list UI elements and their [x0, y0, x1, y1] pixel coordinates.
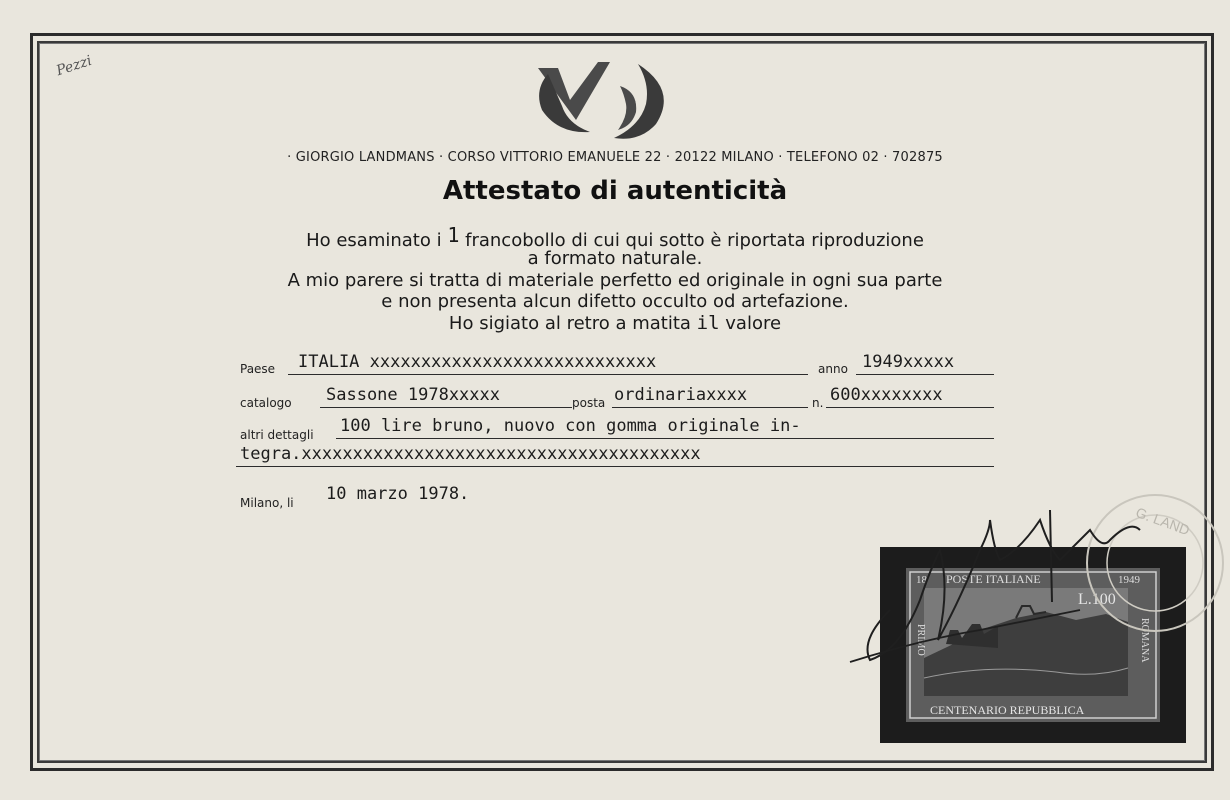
catalogo-underline — [320, 407, 572, 408]
stamp-top-text: POSTE ITALIANE — [946, 572, 1041, 586]
stamp-right-text: ROMANA — [1139, 618, 1150, 663]
paese-label: Paese — [240, 362, 276, 376]
n-underline — [826, 407, 994, 408]
stamp-value: L.100 — [1078, 591, 1116, 608]
paese-underline — [288, 374, 808, 375]
statement-text: valore — [725, 313, 782, 334]
stamp-bottom-text: CENTENARIO REPUBBLICA — [930, 703, 1085, 717]
posta-underline — [612, 407, 808, 408]
posta-label: posta — [572, 396, 606, 410]
letterhead: · GIORGIO LANDMANS · CORSO VITTORIO EMANUELE 22 · 20122 MILANO · TELEFONO 02 · 702875 — [287, 150, 943, 165]
stamp-count: 1 — [447, 223, 460, 247]
pencil-note: Pezzi — [54, 52, 94, 80]
dettagli-underline-2 — [236, 466, 994, 467]
posta-value: ordinariaxxxx — [614, 385, 748, 405]
anno-underline — [856, 374, 994, 375]
statement-line-4: e non presenta alcun difetto occulto od artefazione. — [381, 291, 849, 312]
n-value: 600xxxxxxxx — [830, 385, 943, 405]
luogo-label: Milano, li — [240, 496, 294, 510]
statement-text: Ho sigiato al retro a matita — [448, 313, 691, 334]
dettagli-label: altri dettagli — [240, 428, 314, 442]
page-title: Attestato di autenticità — [442, 176, 788, 206]
seal-text: G. LAND — [1133, 504, 1192, 539]
signature — [840, 490, 1180, 690]
catalogo-label: catalogo — [240, 396, 292, 410]
anno-label: anno — [818, 362, 848, 376]
stamp-top-right: 1949 — [1118, 574, 1140, 586]
stamp-left-text: PRIMO — [915, 624, 926, 656]
stamp-top-left: 18 — [916, 574, 927, 586]
statement-line-5 — [0, 313, 1230, 334]
dettagli-value-1: 100 lire bruno, nuovo con gomma originale in- — [340, 416, 801, 436]
paese-value: ITALIA xxxxxxxxxxxxxxxxxxxxxxxxxxxx — [298, 352, 657, 372]
statement-text: Ho esaminato i — [306, 230, 442, 251]
dettagli-value-2: tegra.xxxxxxxxxxxxxxxxxxxxxxxxxxxxxxxxxxxxxxx — [240, 444, 701, 464]
statement-typed-word: il — [696, 312, 720, 334]
statement-line-2: a formato naturale. — [527, 248, 703, 269]
statement-text: francobollo di cui qui sotto è riportata riproduzione — [465, 230, 924, 251]
catalogo-value: Sassone 1978xxxxx — [326, 385, 500, 405]
statement-line-3: A mio parere si tratta di materiale perfetto ed originale in ogni sua parte — [287, 270, 943, 291]
n-label: n. — [812, 396, 824, 410]
dettagli-underline-1 — [336, 438, 994, 439]
landmans-logo-icon — [528, 60, 680, 142]
date-value: 10 marzo 1978. — [326, 484, 470, 504]
anno-value: 1949xxxxx — [862, 352, 955, 372]
